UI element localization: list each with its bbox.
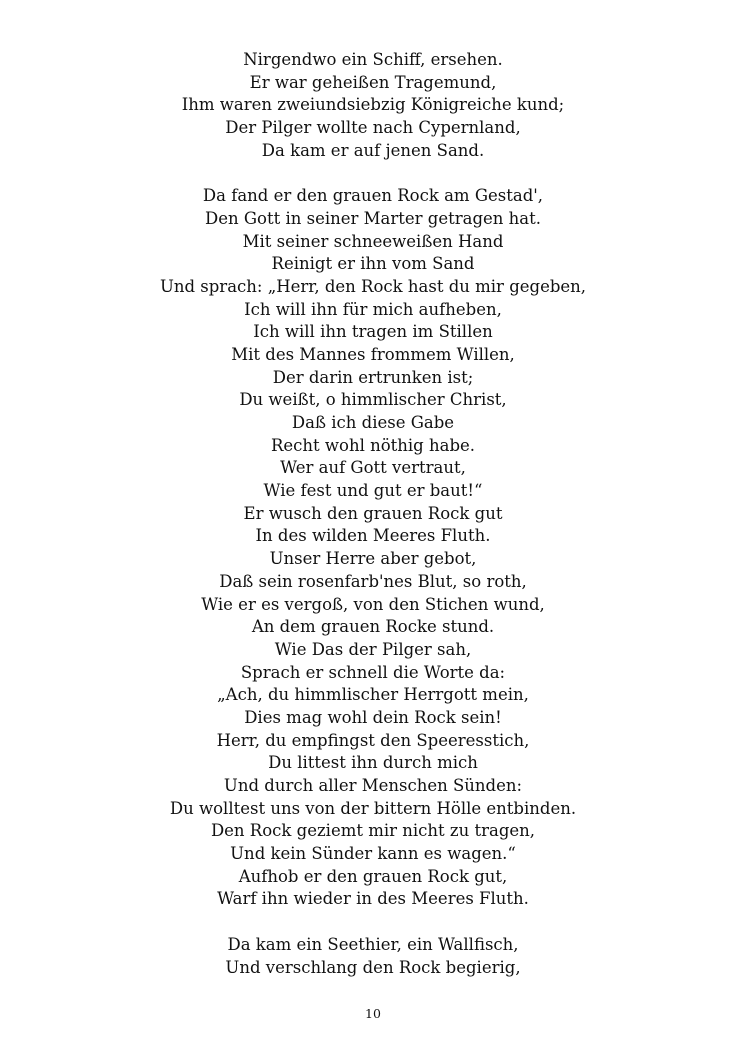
poem-line: Sprach er schnell die Worte da: <box>240 662 506 682</box>
poem-line: Da kam ein Seethier, ein Wallfisch, <box>227 934 519 954</box>
stanza <box>0 934 746 979</box>
poem-line: Er wusch den grauen Rock gut <box>243 503 503 523</box>
page-number: 10 <box>365 1006 381 1021</box>
poem-line: Den Gott in seiner Marter getragen hat. <box>204 208 542 228</box>
poem-line: Du littest ihn durch mich <box>268 753 478 773</box>
poem-line: Ihm waren zweiundsiebzig Königreiche kund; <box>181 95 565 115</box>
poem-line: Herr, du empfingst den Speeresstich, <box>216 730 530 750</box>
poem-line: Und durch aller Menschen Sünden: <box>223 776 523 795</box>
stanza <box>0 185 746 911</box>
poem-line: Warf ihn wieder in des Meeres Fluth. <box>217 889 529 909</box>
poem-line: Daß sein rosenfarb'nes Blut, so roth, <box>219 571 527 591</box>
poem-line: Aufhob er den grauen Rock gut, <box>238 866 508 886</box>
poem-line: Nirgendwo ein Schiff, ersehen. <box>243 50 503 69</box>
poem-line: Mit des Mannes frommem Willen, <box>231 344 515 364</box>
poem-line: Wer auf Gott vertraut, <box>280 458 466 478</box>
poem-line: Unser Herre aber gebot, <box>269 549 477 569</box>
poem-line: Daß ich diese Gabe <box>291 413 455 432</box>
poem-line: Er war geheißen Tragemund, <box>249 72 497 92</box>
poem-line: Ich will ihn für mich aufheben, <box>244 299 502 319</box>
poem-line: Wie er es vergoß, von den Stichen wund, <box>201 594 545 614</box>
poem-line: Dies mag wohl dein Rock sein! <box>244 707 502 727</box>
poem-line: Und kein Sünder kann es wagen.“ <box>230 844 516 864</box>
poem-line: „Ach, du himmlischer Herrgott mein, <box>217 685 529 705</box>
poem-line: Mit seiner schneeweißen Hand <box>242 231 504 251</box>
poem-line: Du weißt, o himmlischer Christ, <box>239 390 507 410</box>
poem-line: Reinigt er ihn vom Sand <box>271 254 475 274</box>
poem-line: Wie Das der Pilger sah, <box>274 639 472 659</box>
poem-line: Der Pilger wollte nach Cypernland, <box>225 118 521 138</box>
poem-text <box>0 49 746 979</box>
poem-line: In des wilden Meeres Fluth. <box>255 526 491 546</box>
poem-line: Du wolltest uns von der bittern Hölle entbinden. <box>169 798 577 818</box>
poem-line: Der darin ertrunken ist; <box>272 367 474 387</box>
poem-line: Da kam er auf jenen Sand. <box>261 140 485 160</box>
poem-line: Und sprach: „Herr, den Rock hast du mir gegeben, <box>159 276 587 296</box>
poem-line: Recht wohl nöthig habe. <box>270 435 476 455</box>
poem-line: Den Rock geziemt mir nicht zu tragen, <box>210 821 536 841</box>
poem-line: Wie fest und gut er baut!“ <box>263 481 483 501</box>
poem-line: Und verschlang den Rock begierig, <box>225 957 521 977</box>
poem-line: Da fand er den grauen Rock am Gestad', <box>202 186 544 206</box>
stanza <box>0 49 746 162</box>
poem-line: Ich will ihn tragen im Stillen <box>253 322 493 342</box>
poem-line: An dem grauen Rocke stund. <box>251 617 495 637</box>
